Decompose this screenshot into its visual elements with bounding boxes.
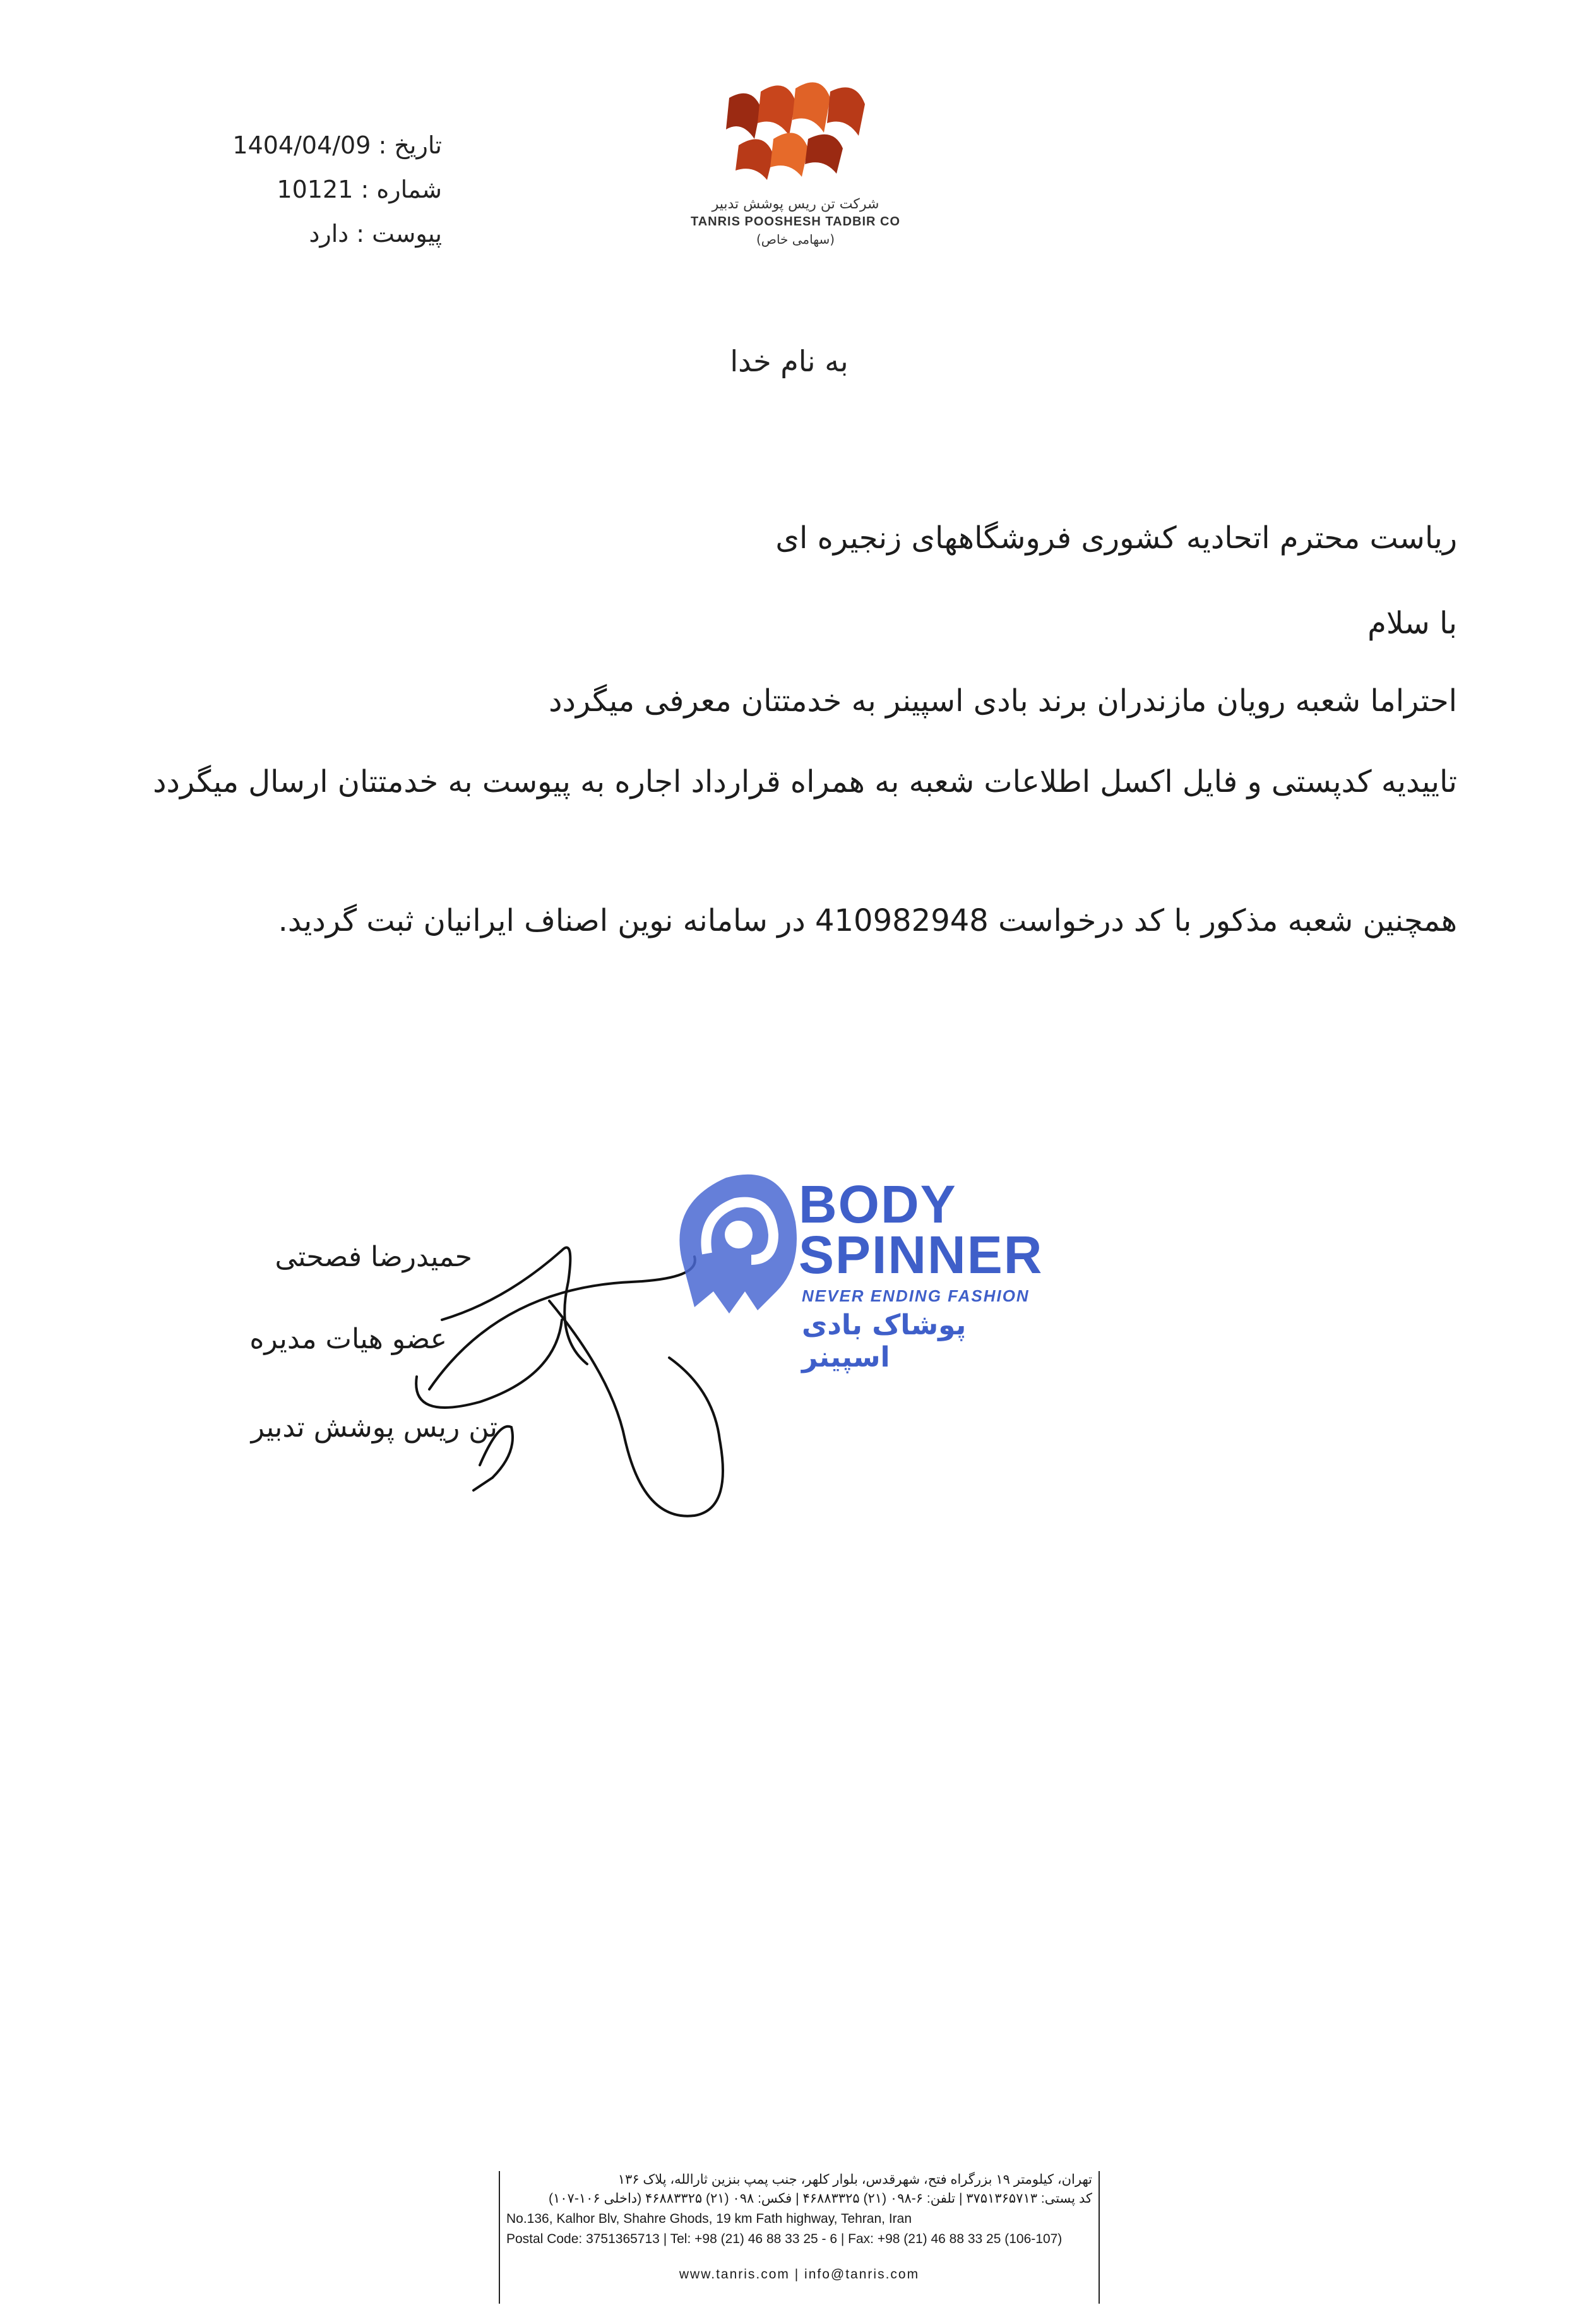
stamp-brand-line-2: SPINNER	[799, 1225, 1044, 1284]
letter-paragraph-2: تاییدیه کدپستی و فایل اکسل اطلاعات شعبه به همراه قرارداد اجاره به پیوست به خدمتتان ارسال میگردد	[153, 764, 1457, 799]
footer-web: www.tanris.com | info@tanris.com	[679, 2267, 920, 2282]
footer-contact-en: Postal Code: 3751365713 | Tel: +98 (21) 46 88 33 25 - 6 | Fax: +98 (21) 46 88 33 25 (106-107)	[506, 2232, 1063, 2246]
company-logo-icon	[717, 73, 874, 193]
letter-paragraph-3: همچنین شعبه مذکور با کد درخواست 410982948 در سامانه نوین اصناف ایرانیان ثبت گردید.	[278, 903, 1457, 938]
letter-paragraph-1: احتراما شعبه رویان مازندران برند بادی اسپینر به خدمتتان معرفی میگردد	[549, 683, 1457, 719]
letter-footer	[499, 2171, 1100, 2304]
company-name-fa: شرکت تن ریس پوشش تدبیر	[712, 196, 879, 212]
stamp-tagline: NEVER ENDING FASHION	[802, 1286, 1030, 1305]
letter-number: شماره : 10121	[277, 176, 442, 203]
letter-recipient: ریاست محترم اتحادیه کشوری فروشگاههای زنجیره ای	[775, 520, 1457, 556]
letter-meta	[189, 123, 442, 256]
footer-contact-fa: کد پستی: ۳۷۵۱۳۶۵۷۱۳ | تلفن: ۶-۰۹۸ (۲۱) ۴۶۸۸۳۳۲۵ | فکس: ۰۹۸ (۲۱) ۴۶۸۸۳۳۲۵ (داخلی ۱۰۶-۱۰۷)	[548, 2191, 1092, 2206]
body-spinner-emblem-icon	[669, 1165, 802, 1317]
signatory-company: تن ریس پوشش تدبیر	[251, 1411, 497, 1444]
basmala-heading: به نام خدا	[730, 344, 849, 378]
letter-greeting: با سلام	[1367, 606, 1457, 641]
company-logo	[669, 73, 922, 247]
stamp-brand-line-1: BODY	[799, 1175, 957, 1234]
footer-address-fa: تهران، کیلومتر ۱۹ بزرگراه فتح، شهرقدس، بلوار کلهر، جنب پمپ بنزین ثارالله، پلاک ۱۳۶	[617, 2172, 1092, 2187]
brand-stamp	[657, 1165, 1044, 1380]
signatory-role: عضو هیات مدیره	[249, 1323, 447, 1355]
company-type: (سهامی خاص)	[756, 232, 835, 247]
signatory-name: حمیدرضا فصحتی	[275, 1241, 472, 1273]
letter-attachment: پیوست : دارد	[309, 220, 442, 248]
footer-address-en: No.136, Kalhor Blv, Shahre Ghods, 19 km Fath highway, Tehran, Iran	[506, 2211, 912, 2226]
letter-date: تاریخ : 1404/04/09	[232, 131, 442, 159]
company-name-en: TANRIS POOSHESH TADBIR CO	[690, 215, 901, 229]
stamp-brand-fa: پوشاک بادی اسپینر	[802, 1309, 967, 1373]
